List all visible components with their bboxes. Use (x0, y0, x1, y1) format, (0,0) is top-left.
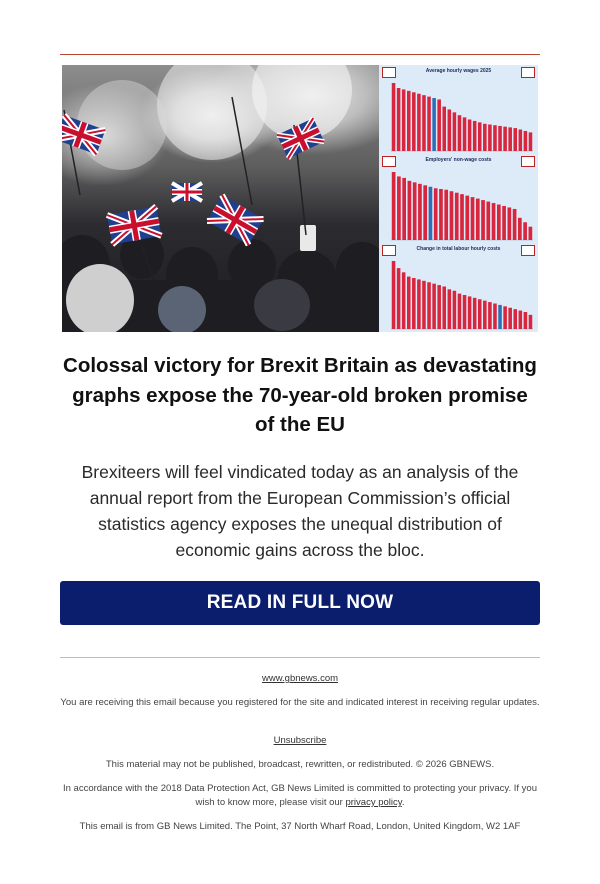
chart-bar (497, 205, 501, 240)
hero-image[interactable] (62, 65, 538, 332)
article-summary: Brexiteers will feel vindicated today as an analysis of the annual report from the European Commission’s official statistics agency exposes the unequal distribution of economic gains across the bloc. (81, 462, 519, 560)
chart-bar (444, 190, 448, 240)
footer-copyright: This material may not be published, broadcast, rewritten, or redistributed. © 2026 GBNEWS. (105, 759, 495, 770)
chart-bar (392, 261, 396, 329)
chart-bar (422, 95, 426, 151)
chart-bar (418, 184, 422, 240)
chart-panel-wages (379, 65, 538, 155)
chart-bar (468, 296, 472, 329)
bar-chart-wages (379, 65, 538, 154)
chart-bar (392, 83, 396, 151)
privacy-notice: In accordance with the 2018 Data Protection Act, GB News Limited is committed to protecting your privacy. If you wish to know more, please visit our (63, 783, 537, 808)
chart-bar (488, 302, 492, 329)
chart-title: Employers' non-wage costs (425, 157, 492, 163)
chart-bar (524, 312, 528, 329)
chart-title: Average hourly wages 2025 (425, 68, 492, 74)
chart-bar (453, 291, 457, 329)
chart-bar (429, 187, 433, 240)
chart-bar (493, 125, 497, 151)
chart-bar (529, 227, 533, 240)
chart-bar (455, 193, 459, 240)
chart-bar (507, 207, 511, 240)
chart-bar (413, 182, 417, 240)
chart-bar (483, 124, 487, 151)
chart-bar (427, 282, 431, 329)
chart-bar (465, 196, 469, 240)
chart-bar (458, 294, 462, 329)
chart-bar (453, 112, 457, 151)
chart-bar (402, 272, 406, 329)
chart-bar (471, 197, 475, 240)
chart-bar (519, 130, 523, 151)
chart-bar (422, 281, 426, 329)
chart-bar (513, 128, 517, 151)
chart-bar (427, 97, 431, 151)
chart-bar (442, 107, 446, 151)
read-in-full-button[interactable]: READ IN FULL NOW (60, 581, 540, 625)
chart-bar (432, 284, 436, 329)
chart-bar (439, 189, 443, 240)
charts-column (379, 65, 538, 332)
chart-bar (437, 99, 441, 151)
chart-bar (503, 127, 507, 151)
chart-bar (518, 218, 522, 240)
chart-bar (492, 203, 496, 240)
chart-bar (478, 122, 482, 151)
chart-bar (473, 121, 477, 151)
chart-bar (476, 199, 480, 240)
chart-bar (463, 295, 467, 329)
chart-bar (519, 311, 523, 329)
footer-reason-text: You are receiving this email because you registered for the site and indicated interest in receiving regular updates. (60, 697, 540, 708)
footer-site-line (60, 672, 540, 686)
chart-bar (508, 127, 512, 151)
chart-bar (513, 209, 517, 240)
top-divider (60, 54, 540, 55)
chart-bar (493, 304, 497, 330)
chart-bar (483, 301, 487, 329)
chart-bar (529, 132, 533, 151)
chart-bar (397, 176, 401, 240)
chart-bar (412, 92, 416, 151)
crowd-flags-illustration (62, 65, 379, 332)
chart-bar (437, 285, 441, 329)
article-headline[interactable]: Colossal victory for Brexit Britain as devastating graphs expose the 70-year-old broken promise of the EU (63, 354, 537, 436)
chart-bar (498, 305, 502, 329)
chart-bar (458, 115, 462, 151)
unsubscribe-link[interactable]: Unsubscribe (273, 735, 327, 746)
chart-bar (407, 91, 411, 151)
chart-bar (523, 222, 527, 240)
site-link[interactable]: www.gbnews.com (261, 673, 339, 684)
chart-bar (397, 88, 401, 151)
chart-bar (417, 279, 421, 329)
chart-bar (529, 315, 533, 329)
chart-bar (481, 200, 485, 240)
crowd-photo (62, 65, 379, 332)
chart-bar (524, 131, 528, 151)
chart-bar (432, 98, 436, 151)
footer-divider (60, 657, 540, 658)
chart-bar (502, 206, 506, 240)
chart-bar (417, 94, 421, 151)
footer-address: This email is from GB News Limited. The Point, 37 North Wharf Road, London, United Kingdom, W2 1AF (79, 821, 521, 832)
chart-panel-labour-costs (379, 243, 538, 332)
chart-title: Change in total labour hourly costs (416, 246, 501, 252)
chart-bar (448, 289, 452, 329)
chart-bar (434, 188, 438, 240)
chart-bar (508, 308, 512, 329)
footer-unsubscribe-line (60, 734, 540, 748)
chart-bar (488, 125, 492, 151)
chart-bar (407, 277, 411, 329)
chart-panel-non-wage-costs (379, 154, 538, 244)
chart-bar (478, 299, 482, 329)
chart-bar (498, 126, 502, 151)
chart-bar (448, 109, 452, 151)
chart-bar (460, 194, 464, 240)
chart-bar (468, 120, 472, 151)
chart-bar (503, 306, 507, 329)
footer-privacy-text: In accordance with the 2018 Data Protection Act, GB News Limited is committed to protecting your privacy. If you wish to know more, please visit our privacy policy. (63, 783, 537, 808)
chart-bar (450, 191, 454, 240)
privacy-policy-link[interactable]: privacy policy (345, 797, 402, 808)
chart-bar (473, 298, 477, 329)
bar-chart-non-wage-costs (379, 154, 538, 243)
bar-chart-labour-costs (379, 243, 538, 332)
chart-bar (402, 89, 406, 151)
chart-bar (392, 172, 396, 240)
chart-bar (463, 117, 467, 151)
chart-bar (423, 185, 427, 240)
chart-bar (486, 202, 490, 240)
chart-bar (442, 287, 446, 330)
chart-bar (397, 268, 401, 329)
chart-bar (408, 181, 412, 240)
chart-bar (513, 309, 517, 329)
chart-bar (402, 178, 406, 240)
chart-bar (412, 278, 416, 329)
